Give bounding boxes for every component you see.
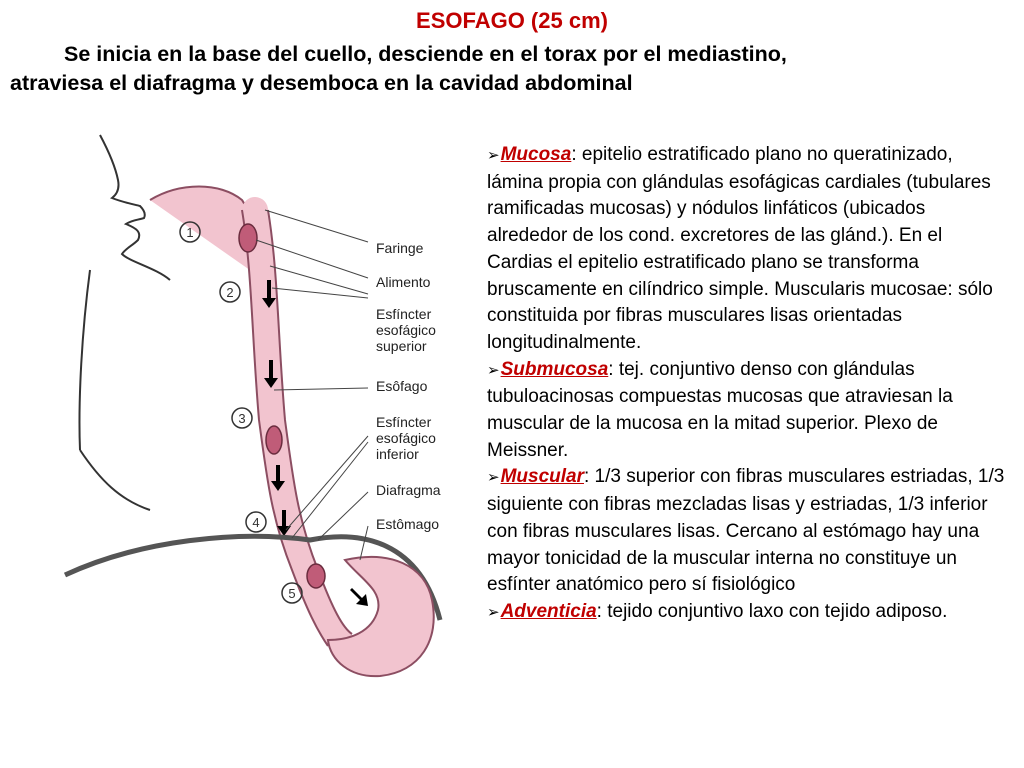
bullet-arrow-icon: ➢ [487, 603, 500, 621]
layer-term: Adventicia [500, 600, 597, 622]
intro-text [10, 40, 1010, 98]
bullet-arrow-icon: ➢ [487, 147, 500, 164]
esophagus-tube [255, 210, 340, 640]
label-esfinter-superior-l2: esofágico [376, 322, 436, 338]
layer-term: Submucosa [500, 358, 609, 380]
bolus-2 [266, 426, 282, 454]
label-diafragma: Diafragma [376, 482, 441, 498]
shoulder-line [80, 450, 150, 510]
intro-line-2: atraviesa el diafragma y desemboca en la cavidad abdominal [10, 71, 633, 95]
bolus-3 [307, 564, 325, 588]
label-esfinter-superior-l3: superior [376, 338, 427, 354]
bolus-1 [239, 224, 257, 252]
layer-description: : 1/3 superior con fibras musculares estriadas, 1/3 siguiente con fibras mezcladas lisas y estriadas, 1/3 inferior con fibras musculares lisas. Cercano al estómago hay una mayor tonicidad de la muscular interna no constituye un esfínter anatómico pero sí fisiológico [487, 466, 1005, 596]
layer-submucosa [487, 357, 1007, 465]
layer-description: : tej. conjuntivo denso con glándulas tubuloacinosas compuestas mucosas que atraviesan la muscular de la mucosa en la mitad superior. Plexo de Meissner. [487, 358, 953, 461]
chin-line [79, 270, 90, 450]
step-number-2: 2 [226, 285, 234, 300]
label-estomago: Estômago [376, 516, 440, 532]
label-esofago: Esôfago [376, 378, 428, 394]
bullet-arrow-icon: ➢ [487, 361, 500, 379]
label-esfinter-superior [376, 306, 436, 354]
layers-list [487, 142, 1007, 627]
layer-mucosa [487, 142, 1007, 357]
bullet-arrow-icon: ➢ [487, 469, 500, 487]
intro-line-1: Se inicia en la base del cuello, desciende en el torax por el mediastino, [64, 42, 787, 66]
layer-description: : tejido conjuntivo laxo con tejido adiposo. [596, 600, 948, 622]
esophagus-diagram [60, 120, 470, 680]
label-esfinter-inferior-l1: Esfíncter [376, 414, 432, 430]
label-alimento: Alimento [376, 274, 431, 290]
label-faringe: Faringe [376, 240, 424, 256]
step-number-4: 4 [252, 515, 260, 530]
layer-description: : epitelio estratificado plano no queratinizado, lámina propia con glándulas esofágicas cardiales (tubulares ramificadas mucosas) y nódulos linfáticos (ubicados alrededor de los cond. excretores de las glánd.). En el Cardias el epitelio estratificado plano se transforma bruscamente en cilíndrico simple. Muscularis mucosae: sólo constituida por fibras musculares lisas orientadas longitudinalmente. [487, 144, 993, 353]
label-esfinter-superior-l1: Esfíncter [376, 306, 432, 322]
layer-term: Muscular [500, 466, 584, 488]
layer-muscular [487, 464, 1007, 599]
head-profile [100, 135, 170, 280]
slide-title: ESOFAGO (25 cm) [416, 8, 608, 33]
step-number-5: 5 [288, 586, 296, 601]
step-number-3: 3 [238, 411, 246, 426]
label-esfinter-inferior-l3: inferior [376, 446, 419, 462]
stomach [328, 557, 434, 676]
layer-adventicia [487, 599, 1007, 627]
esophagus-illustration [60, 120, 470, 680]
step-number-1: 1 [186, 225, 194, 240]
label-esfinter-inferior-l2: esofágico [376, 430, 436, 446]
layer-term: Mucosa [500, 144, 572, 165]
label-esfinter-inferior [376, 414, 436, 462]
